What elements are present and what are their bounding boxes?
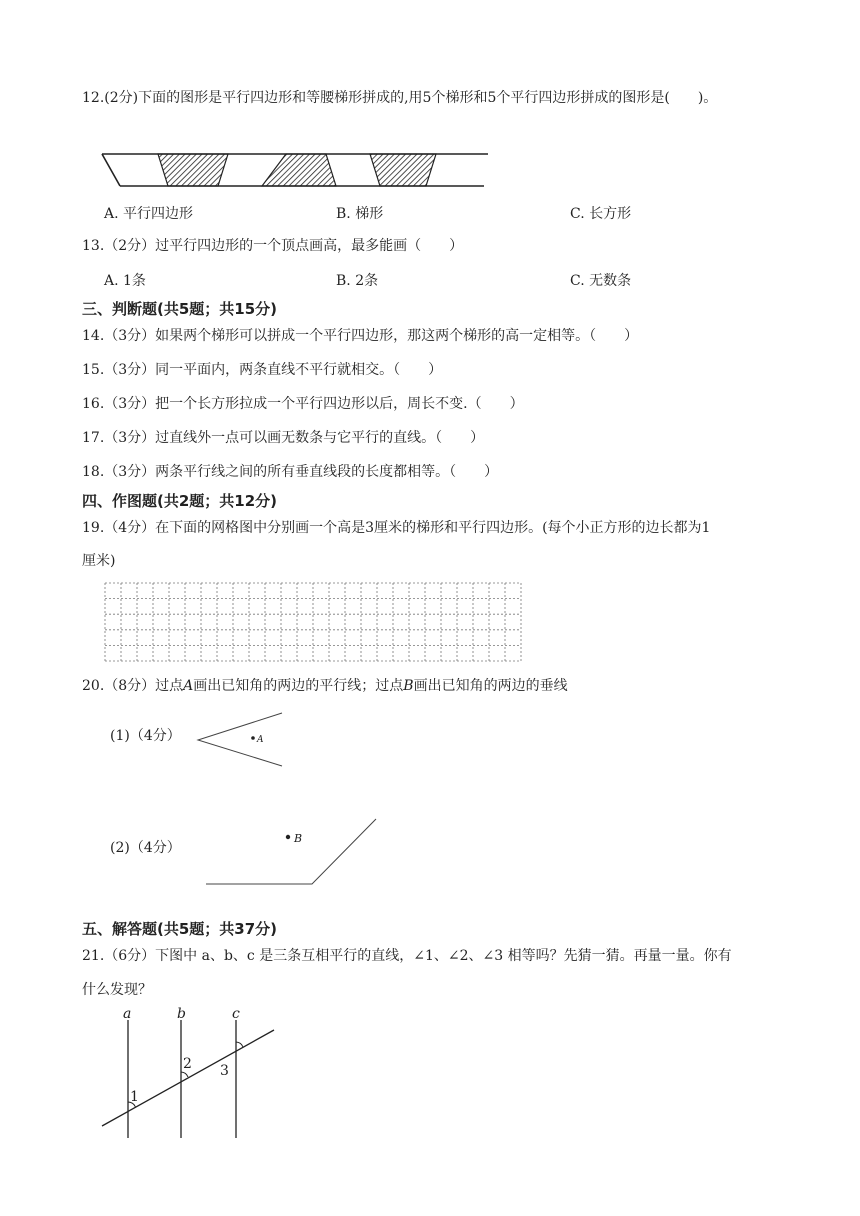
trapezoid-3 [370, 154, 436, 186]
q12-figure [100, 148, 500, 198]
q20-text [82, 676, 568, 696]
q20-sub2-label: (2)（4分） [110, 840, 181, 856]
section-4-heading: 四、作图题(共2题；共12分) [82, 492, 278, 510]
q20-sub1-label: (1)（4分） [110, 728, 181, 744]
line-b-label: b [177, 1006, 186, 1022]
q12-option-b: B. 梯形 [336, 206, 384, 222]
q17-text: 17.（3分）过直线外一点可以画无数条与它平行的直线。（ ） [82, 430, 485, 446]
line-c-label: c [232, 1006, 240, 1022]
point-b-dot [286, 835, 290, 839]
point-a-dot [251, 736, 255, 740]
q20-text-post: 画出已知角的两边的垂线 [413, 678, 568, 694]
q19-grid [104, 582, 530, 662]
trapezoid-1 [158, 154, 228, 186]
q13-option-b: B. 2条 [336, 273, 379, 289]
section-5-heading: 五、解答题(共5题；共37分) [82, 920, 278, 938]
q19-line1: 19.（4分）在下面的网格图中分别画一个高是3厘米的梯形和平行四边形。(每个小正方形的边长都为1 [82, 520, 711, 536]
point-b-label: B [294, 832, 303, 845]
q18-text: 18.（3分）两条平行线之间的所有垂直线段的长度都相等。（ ） [82, 464, 499, 480]
q20-text-pre: 20.（8分）过点 [82, 678, 184, 694]
angle-2-label: 2 [183, 1056, 192, 1072]
q12-option-a: A. 平行四边形 [104, 206, 194, 222]
line-a-label: a [123, 1006, 132, 1022]
q13-option-a: A. 1条 [104, 273, 146, 289]
q13-option-c: C. 无数条 [570, 273, 632, 289]
q21-figure [98, 1006, 298, 1146]
angle-3-label: 3 [220, 1063, 229, 1079]
q20-text-mid: 画出已知角的两边的平行线；过点 [193, 678, 404, 694]
q20-point-b-label: B [403, 678, 414, 694]
q20-point-a-label: A [183, 678, 194, 694]
q15-text: 15.（3分）同一平面内，两条直线不平行就相交。（ ） [82, 362, 443, 378]
q21-line1: 21.（6分）下图中 a、b、c 是三条互相平行的直线，∠1、∠2、∠3 相等吗？先猜一猜。再量一量。你有 [82, 948, 732, 964]
q19-line2: 厘米) [82, 553, 116, 569]
point-a-label: A [257, 735, 264, 745]
section-3-heading: 三、判断题(共5题；共15分) [82, 300, 278, 318]
q12-option-c: C. 长方形 [570, 206, 632, 222]
q21-line2: 什么发现？ [82, 982, 152, 998]
q16-text: 16.（3分）把一个长方形拉成一个平行四边形以后，周长不变.（ ） [82, 396, 524, 412]
trapezoid-2 [262, 154, 336, 186]
q20-angle-2 [204, 816, 384, 886]
q20-angle-1 [196, 710, 286, 770]
q14-text: 14.（3分）如果两个梯形可以拼成一个平行四边形，那这两个梯形的高一定相等。（ ） [82, 328, 639, 344]
angle-1-label: 1 [130, 1089, 139, 1105]
q13-text: 13.（2分）过平行四边形的一个顶点画高，最多能画（ ） [82, 238, 464, 254]
q12-text: 12.(2分)下面的图形是平行四边形和等腰梯形拼成的,用5个梯形和5个平行四边形拼成的图形是( )。 [82, 90, 718, 106]
